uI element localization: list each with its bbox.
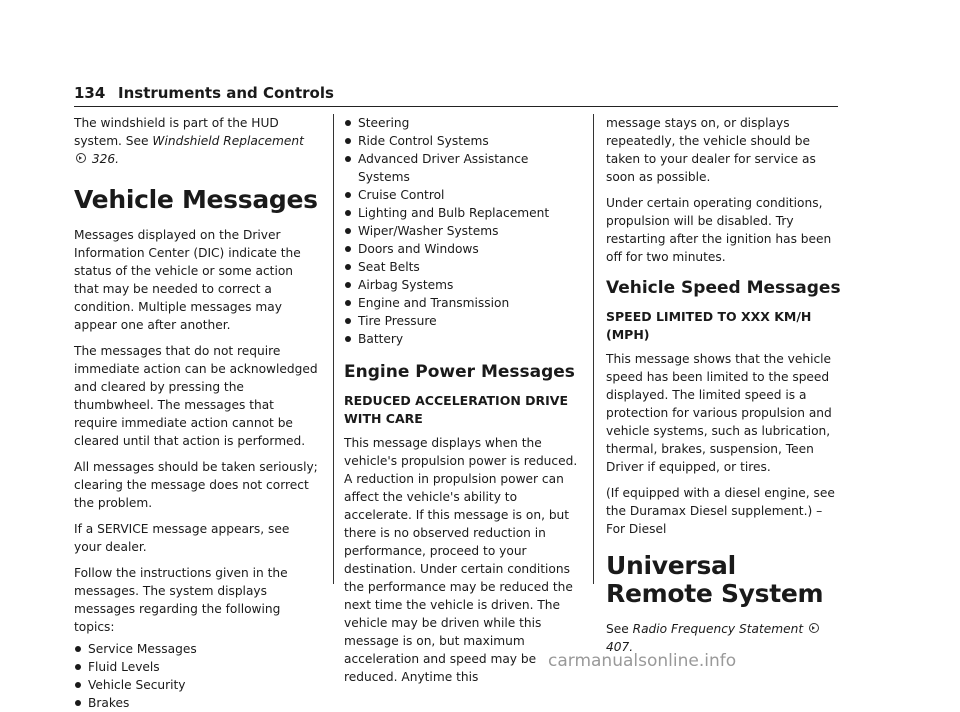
paragraph: This message shows that the vehicle speed has been limited to the speed displayed. The limited speed is a protection for various propulsion and vehicle systems, such as lubrication, thermal, brakes, suspension, Teen Driver if equipped, or tires. <box>606 352 832 474</box>
bullet-icon <box>345 192 351 198</box>
paragraph: Under certain operating conditions, propulsion will be disabled. Try restarting after the ignition has been off for two minutes. <box>606 196 832 264</box>
list-item: Wiper/Washer Systems <box>344 222 584 240</box>
paragraph: (If equipped with a diesel engine, see the Duramax Diesel supplement.) – For Diesel <box>606 486 835 536</box>
list-item: Lighting and Bulb Replacement <box>344 204 584 222</box>
paragraph: Messages displayed on the Driver Information Center (DIC) indicate the status of the vehicle or some action that may be needed to correct a condition. Multiple messages may appear one after another. <box>74 228 301 332</box>
page-ref-icon <box>809 623 819 633</box>
list-item: Service Messages <box>74 640 320 658</box>
engine-power-heading: Engine Power Messages <box>344 362 575 382</box>
column-2 <box>344 114 584 694</box>
paragraph: This message displays when the vehicle's propulsion power is reduced. A reduction in propulsion power can affect the vehicle's ability to accelerate. If this message is on, but there is no observed reduction in performance, proceed to your destination. Under certain conditions the performance may be reduced the next time the vehicle is driven. The vehicle may be driven while this message is on, but maximum acceleration and speed may be reduced. Anytime this <box>344 436 578 684</box>
section-title: Instruments and Controls <box>118 84 334 102</box>
bullet-icon <box>345 300 351 306</box>
windshield-page-ref[interactable]: 326. <box>91 152 120 166</box>
list-item: Fluid Levels <box>74 658 320 676</box>
list-item: Brakes <box>74 694 320 712</box>
list-item: Steering <box>344 114 584 132</box>
bullet-icon <box>345 282 351 288</box>
list-item: Doors and Windows <box>344 240 584 258</box>
column-divider-2 <box>593 114 594 584</box>
bullet-icon <box>75 646 81 652</box>
bullet-icon <box>345 336 351 342</box>
radio-frequency-link[interactable]: Radio Frequency Statement <box>632 622 804 636</box>
reduced-acceleration-subheading: REDUCED ACCELERATION DRIVE WITH CARE <box>344 393 569 426</box>
list-item: Vehicle Security <box>74 676 320 694</box>
bullet-icon <box>345 246 351 252</box>
paragraph: message stays on, or displays repeatedly, the vehicle should be taken to your dealer for service as soon as possible. <box>606 116 816 184</box>
page-number: 134 <box>74 84 106 102</box>
universal-remote-heading: Universal Remote System <box>606 551 824 608</box>
list-item: Airbag Systems <box>344 276 584 294</box>
speed-limited-subheading: SPEED LIMITED TO XXX KM/H (MPH) <box>606 309 812 342</box>
paragraph: The messages that do not require immediate action can be acknowledged and cleared by pressing the thumbwheel. The messages that require immediate action cannot be cleared until that action is performed. <box>74 344 318 448</box>
bullet-icon <box>75 664 81 670</box>
column-divider-1 <box>333 114 334 584</box>
bullet-icon <box>75 700 81 706</box>
list-item: Cruise Control <box>344 186 584 204</box>
list-item: Ride Control Systems <box>344 132 584 150</box>
bullet-icon <box>75 682 81 688</box>
vehicle-messages-heading: Vehicle Messages <box>74 185 318 214</box>
bullet-icon <box>345 138 351 144</box>
vehicle-speed-heading: Vehicle Speed Messages <box>606 278 841 298</box>
page-ref-icon <box>76 153 86 163</box>
bullet-icon <box>345 228 351 234</box>
bullet-icon <box>345 318 351 324</box>
bullet-icon <box>345 120 351 126</box>
windshield-replacement-link[interactable]: Windshield Replacement <box>152 134 304 148</box>
radio-frequency-page-ref[interactable]: 407. <box>606 640 634 654</box>
watermark: carmanualsonline.info <box>548 651 737 671</box>
column-1 <box>74 114 320 712</box>
topics-list-1 <box>74 640 320 712</box>
topics-list-2 <box>344 114 584 348</box>
bullet-icon <box>345 210 351 216</box>
page-header <box>74 84 838 107</box>
list-item: Engine and Transmission <box>344 294 584 312</box>
column-3 <box>606 114 844 664</box>
bullet-icon <box>345 264 351 270</box>
bullet-icon <box>345 156 351 162</box>
see-reference: See Radio Frequency Statement 407. <box>606 620 844 656</box>
paragraph: All messages should be taken seriously; clearing the message does not correct the problem. <box>74 460 318 510</box>
list-item: Advanced Driver Assistance Systems <box>344 150 584 186</box>
list-item: Seat Belts <box>344 258 584 276</box>
paragraph: Follow the instructions given in the messages. The system displays messages regarding the following topics: <box>74 566 288 634</box>
paragraph: If a SERVICE message appears, see your dealer. <box>74 522 290 554</box>
list-item: Battery <box>344 330 584 348</box>
list-item: Tire Pressure <box>344 312 584 330</box>
intro-paragraph: The windshield is part of the HUD system. See Windshield Replacement 326. <box>74 116 304 166</box>
